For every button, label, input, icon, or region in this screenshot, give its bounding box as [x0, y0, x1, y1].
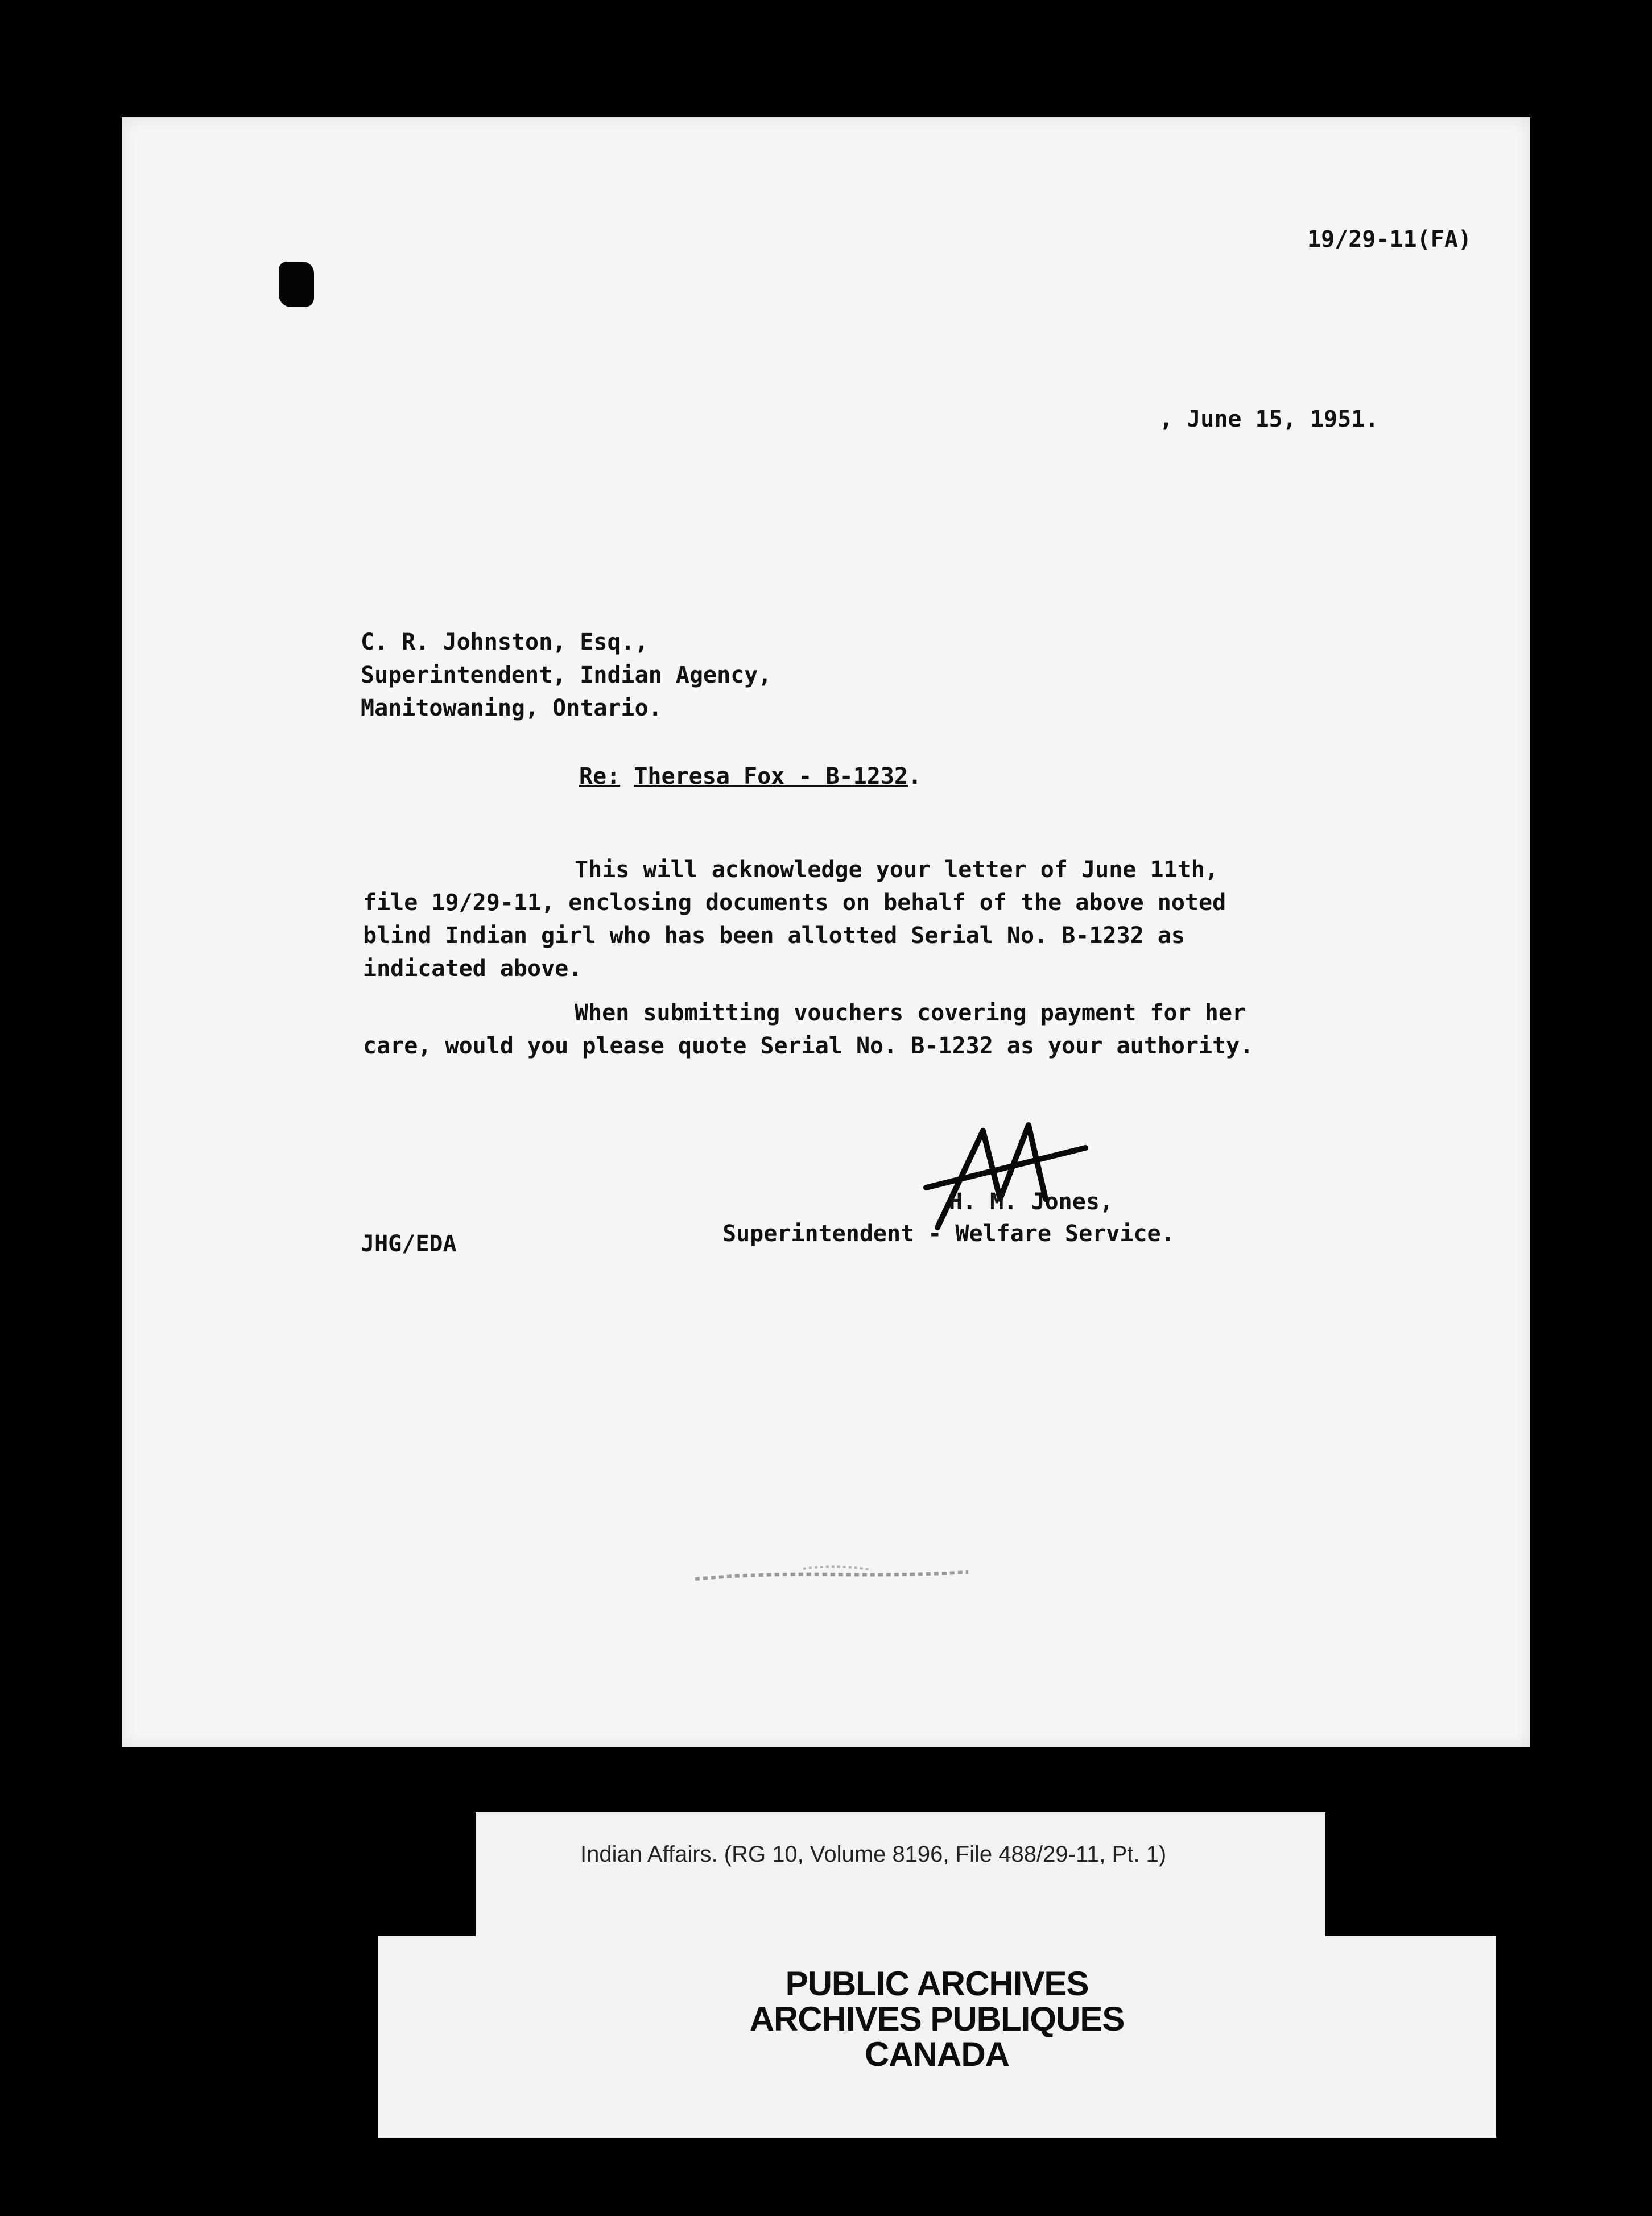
letter-date: , June 15, 1951.	[1159, 406, 1379, 432]
stamp-line-2: ARCHIVES PUBLIQUES	[749, 2000, 1125, 2038]
stamp-line-3: CANADA	[865, 2035, 1009, 2073]
paragraph-1-line-2: file 19/29-11, enclosing documents on behalf of the above noted	[363, 890, 1226, 916]
subject-end: .	[907, 763, 922, 789]
paragraph-1-line-1: This will acknowledge your letter of June 11th,	[575, 857, 1219, 883]
signatory-name: H. M. Jones,	[949, 1189, 1113, 1215]
stamp-line-1: PUBLIC ARCHIVES	[785, 1965, 1089, 2003]
subject-line	[579, 763, 922, 789]
archives-stamp	[378, 1936, 1496, 2138]
addressee-line-1: C. R. Johnston, Esq.,	[361, 629, 649, 655]
letter-page	[122, 117, 1530, 1747]
signatory-title: Superintendent - Welfare Service.	[722, 1221, 1175, 1247]
archive-reference-text: Indian Affairs. (RG 10, Volume 8196, File 488/29-11, Pt. 1)	[580, 1842, 1167, 1867]
ink-smudge-mark	[689, 1562, 974, 1585]
punch-hole-mark	[279, 262, 314, 307]
typist-initials: JHG/EDA	[361, 1231, 457, 1257]
paragraph-1-line-3: blind Indian girl who has been allotted Serial No. B-1232 as	[363, 923, 1185, 949]
paragraph-2-line-1: When submitting vouchers covering payment for her	[575, 1000, 1246, 1026]
paragraph-2-line-2: care, would you please quote Serial No. B-1232 as your authority.	[363, 1033, 1254, 1059]
subject-text: Theresa Fox - B-1232	[634, 763, 908, 789]
addressee-line-2: Superintendent, Indian Agency,	[361, 662, 772, 688]
subject-prefix: Re:	[579, 763, 621, 789]
archive-reference-label	[476, 1812, 1325, 1943]
paragraph-1-line-4: indicated above.	[363, 956, 583, 982]
handwritten-signature	[915, 1114, 1102, 1239]
file-reference: 19/29-11(FA)	[1307, 226, 1472, 253]
addressee-line-3: Manitowaning, Ontario.	[361, 695, 662, 721]
